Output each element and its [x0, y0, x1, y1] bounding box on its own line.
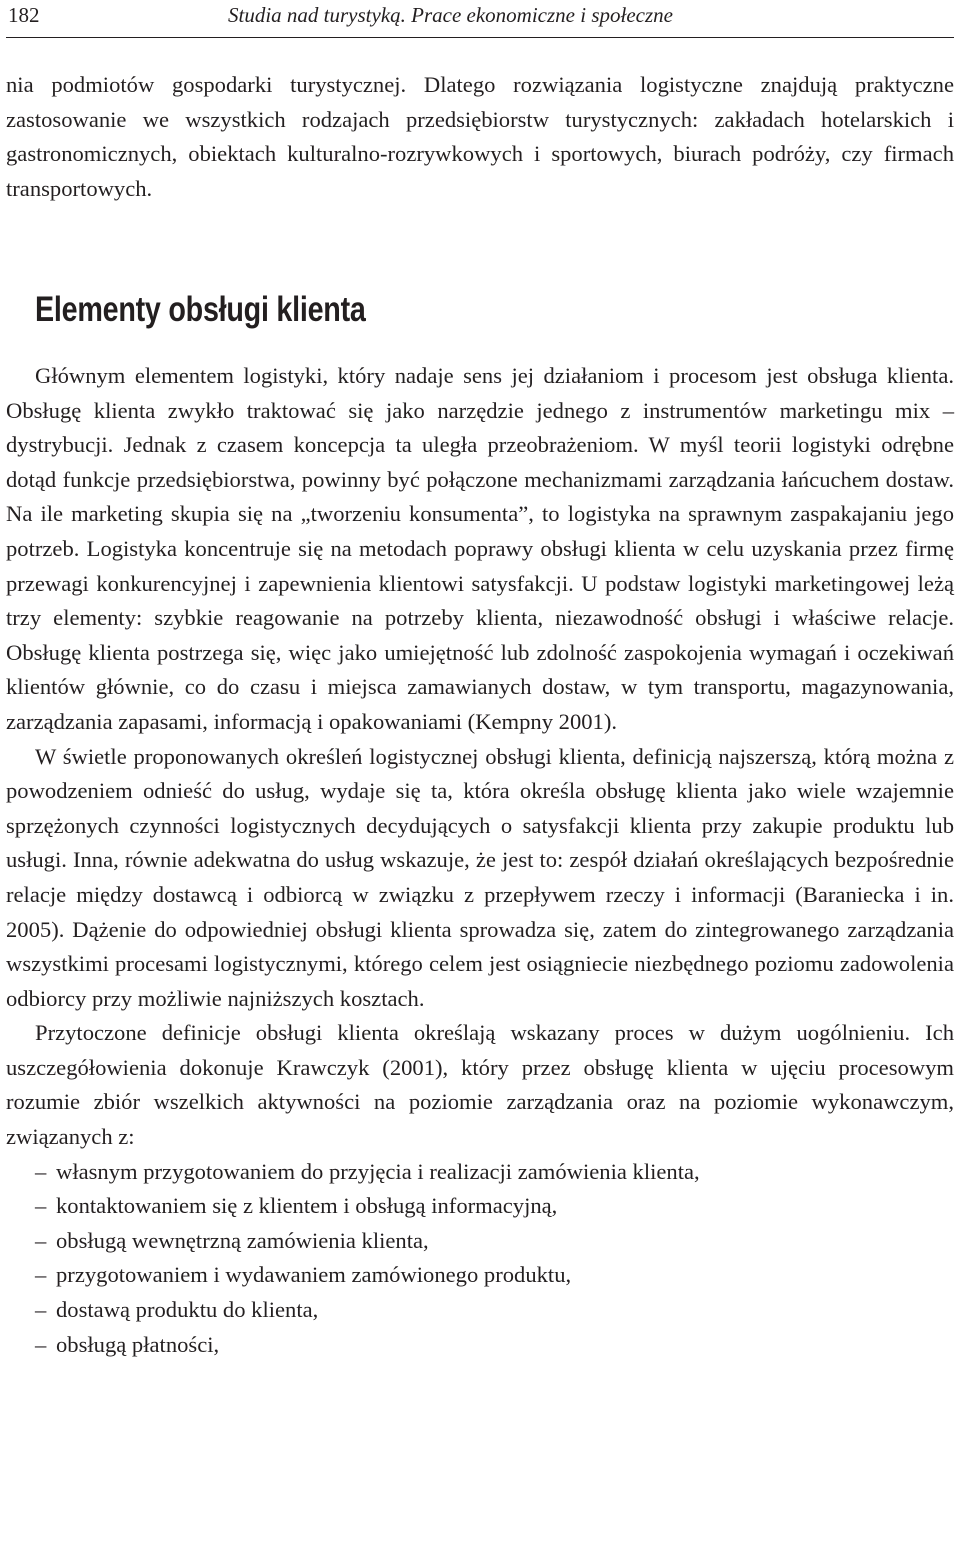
list-item-text: obsługą wewnętrzną zamówienia klienta,	[56, 1227, 429, 1253]
section-heading: Elementy obsługi klienta	[35, 290, 366, 329]
list-dash: –	[35, 1331, 47, 1357]
list-item	[6, 1224, 954, 1259]
intro-text	[6, 68, 954, 206]
journal-title: Studia nad turystyką. Prace ekonomiczne i społeczne	[228, 3, 673, 27]
list-dash: –	[35, 1158, 47, 1184]
list-item	[6, 1328, 954, 1363]
body-paragraph-2: W świetle proponowanych określeń logistycznej obsługi klienta, definicją najszerszą, którą można z powodzeniem odnieść do usług, wydaje się ta, która określa obsługę klienta jako wiele wzajemnie sprzężonych czynności logistycznych decydujących o satysfakcji klienta przy zakupie produktu lub usługi. Inna, równie adekwatna do usług wskazuje, że jest to: zespół działań określających bezpośrednie relacje między dostawcą i odbiorcą w związku z przepływem rzeczy i informacji (Baraniecka i in. 2005). Dążenie do odpowiedniej obsługi klienta sprowadza się, zatem do zintegrowanego zarządzania wszystkimi procesami logistycznymi, którego celem jest osiągniecie niezbędnego poziomu zadowolenia odbiorcy przy możliwie najniższych kosztach.	[6, 743, 954, 1011]
activity-list	[6, 1155, 954, 1363]
list-item-text: obsługą płatności,	[56, 1331, 220, 1357]
list-item-text: kontaktowaniem się z klientem i obsługą informacyjną,	[56, 1193, 558, 1219]
list-item	[6, 1293, 954, 1328]
body-paragraph-1: Głównym elementem logistyki, który nadaje sens jej działaniom i procesom jest obsługa klienta. Obsługę klienta zwykło traktować się jako narzędzie jednego z instrumentów marketingu mix – dystrybucji. Jednak z czasem koncepcja ta uległa przeobrażeniom. W myśl teorii logistyki odrębne dotąd funkcje przedsiębiorstwa, powinny być połączone mechanizmami zarządzania łańcuchem dostaw. Na ile marketing skupia się na „tworzeniu konsumenta”, to logistyka na sprawnym zaspakajaniu jego potrzeb. Logistyka koncentruje się na metodach poprawy obsługi klienta w celu uzyskania przez firmę przewagi konkurencyjnej i zapewnienia klientowi satysfakcji. U podstaw logistyki marketingowej leżą trzy elementy: szybkie reagowanie na potrzeby klienta, niezawodność obsługi i właściwe relacje. Obsługę klienta postrzega się, więc jako umiejętność lub zdolność zaspokojenia wymagań i oczekiwań klientów głównie, co do czasu i miejsca zamawianych dostaw, w tym transportu, magazynowania, zarządzania zapasami, informacją i opakowaniami (Kempny 2001).	[6, 363, 954, 734]
page-number: 182	[8, 3, 40, 27]
section-body	[6, 359, 954, 1362]
list-dash: –	[35, 1262, 47, 1288]
list-item-text: dostawą produktu do klienta,	[56, 1297, 319, 1323]
list-dash: –	[35, 1193, 47, 1219]
header-rule	[6, 37, 954, 38]
list-item-text: przygotowaniem i wydawaniem zamówionego produktu,	[56, 1262, 572, 1288]
list-dash: –	[35, 1227, 47, 1253]
intro-paragraph: nia podmiotów gospodarki turystycznej. Dlatego rozwiązania logistyczne znajdują praktyczne zastosowanie we wszystkich rodzajach przedsiębiorstw turystycznych: zakładach hotelarskich i gastronomicznych, obiektach kulturalno-rozrywkowych i sportowych, biurach podróży, czy firmach transportowych.	[6, 72, 954, 201]
body-paragraph-3: Przytoczone definicje obsługi klienta określają wskazany proces w dużym uogólnieniu. Ich uszczegółowienia dokonuje Krawczyk (2001), który przez obsługę klienta w ujęciu procesowym rozumie zbiór wszelkich aktywności na poziomie zarządzania oraz na poziomie wykonawczym, związanych z:	[6, 1020, 954, 1150]
list-item	[6, 1189, 954, 1224]
list-item	[6, 1258, 954, 1293]
running-header	[8, 0, 954, 34]
list-dash: –	[35, 1297, 47, 1323]
list-item-text: własnym przygotowaniem do przyjęcia i realizacji zamówienia klienta,	[56, 1158, 700, 1184]
list-item	[6, 1155, 954, 1190]
